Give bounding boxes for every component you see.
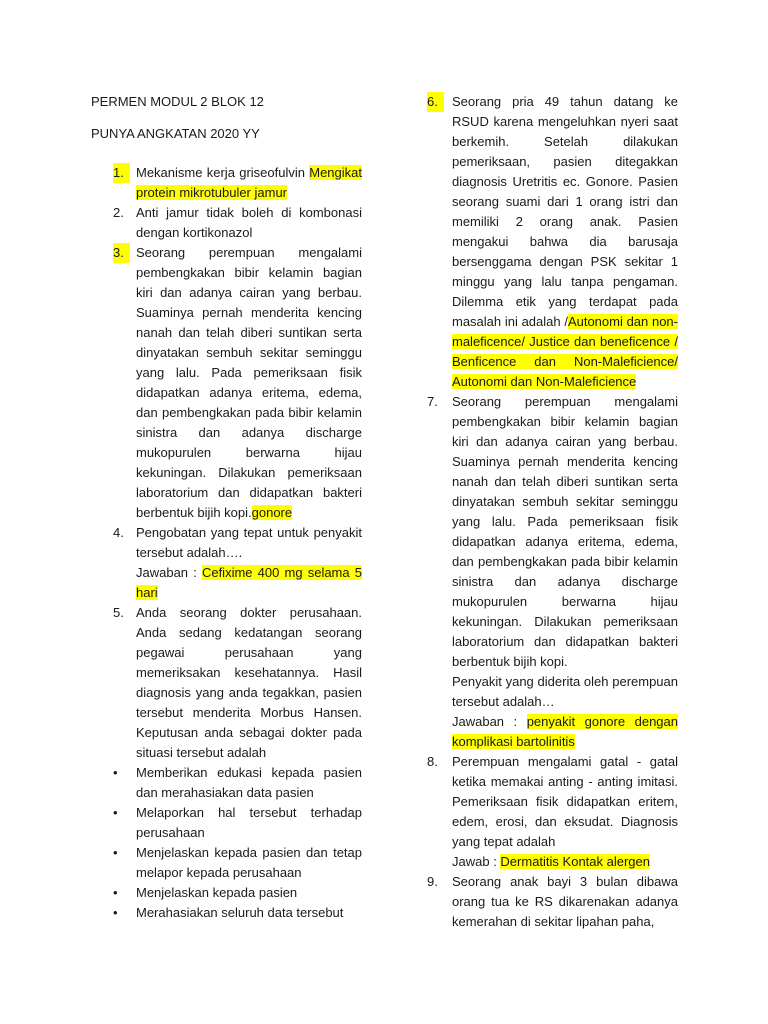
question-number: 4. xyxy=(113,525,124,540)
option-item xyxy=(91,883,362,903)
question-number: 8. xyxy=(427,754,438,769)
question-text: Pengobatan yang tepat untuk penyakit tersebut adalah…. xyxy=(136,525,362,560)
question-7 xyxy=(427,392,678,752)
answer-highlight: gonore xyxy=(251,505,293,520)
question-text: Seorang perempuan mengalami pembengkakan bibir kelamin bagian kiri dan adanya cairan yang berbau. Suaminya pernah menderita kencing nanah dan telah diberi suntikan serta dinyatakan sembuh sekitar seminggu yang lalu. Pada pemeriksaan fisik didapatkan adanya eritema, edema, dan pembengkakan pada bibir kelamin sinistra dan adanya discharge mukopurulen berwarna hijau kekuningan. Dilakukan pemeriksaan laboratorium dan didapatkan bakteri berbentuk bijih kopi. xyxy=(136,245,362,520)
question-prompt: Penyakit yang diderita oleh perempuan tersebut adalah… xyxy=(452,674,678,709)
answer-highlight: Cefixime 400 mg selama 5 hari xyxy=(136,565,362,600)
question-text: Anti jamur tidak boleh di kombonasi dengan kortikonazol xyxy=(136,205,362,240)
answer-label: Jawaban : xyxy=(452,714,527,729)
document-subtitle: PUNYA ANGKATAN 2020 YY xyxy=(91,126,260,141)
question-5 xyxy=(91,603,362,763)
question-text: Mekanisme kerja griseofulvin xyxy=(136,165,310,180)
question-text: Seorang perempuan mengalami pembengkakan bibir kelamin bagian kiri dan adanya cairan yang berbau. Suaminya pernah menderita kencing nanah dan telah diberi suntikan serta dinyatakan sembuh sekitar seminggu yang lalu. Pada pemeriksaan fisik didapatkan adanya eritema, edema, dan pembengkakan pada bibir kelamin sinistra dan adanya discharge mukopurulen berwarna hijau kekuningan. Dilakukan pemeriksaan laboratorium dan didapatkan bakteri berbentuk bijih kopi. xyxy=(452,394,678,669)
option-text: Melaporkan hal tersebut terhadap perusahaan xyxy=(136,805,362,840)
question-6 xyxy=(427,92,678,392)
bullet-icon: • xyxy=(113,905,118,920)
answer-highlight: Mengikat protein mikrotubuler jamur xyxy=(136,165,362,200)
bullet-icon: • xyxy=(113,765,118,780)
option-item xyxy=(91,843,362,883)
question-list-right xyxy=(427,92,678,932)
question-9 xyxy=(427,872,678,932)
question-2 xyxy=(91,203,362,243)
option-text: Menjelaskan kepada pasien xyxy=(136,885,298,900)
option-text: Merahasiakan seluruh data tersebut xyxy=(136,905,344,920)
answer-highlight: Dermatitis Kontak alergen xyxy=(500,854,650,869)
bullet-icon: • xyxy=(113,885,118,900)
option-item xyxy=(91,803,362,843)
option-text: Menjelaskan kepada pasien dan tetap melapor kepada perusahaan xyxy=(136,845,362,880)
document-title: PERMEN MODUL 2 BLOK 12 xyxy=(91,94,264,109)
option-item xyxy=(91,763,362,803)
question-number: 7. xyxy=(427,394,438,409)
question-8 xyxy=(427,752,678,872)
question-number: 3. xyxy=(113,243,130,263)
question-3 xyxy=(91,243,362,523)
question-number: 9. xyxy=(427,874,438,889)
question-text: Perempuan mengalami gatal - gatal ketika memakai anting - anting imitasi. Pemeriksaan fisik didapatkan eritem, edem, erosi, dan eksudat. Diagnosis yang tepat adalah xyxy=(452,754,678,849)
question-text: Seorang pria 49 tahun datang ke RSUD karena mengeluhkan nyeri saat berkemih. Setelah dilakukan pemeriksaan, pasien ditegakkan diagnosis Uretritis ec. Gonore. Pasien seorang suami dari 1 orang istri dan memiliki 2 orang anak. Pasien mengakui bahwa dia barusaja bersenggama dengan PSK sekitar 1 minggu yang lalu tanpa pengaman. Dilemma etik yang terdapat pada masalah ini adalah / xyxy=(452,94,678,329)
question-1 xyxy=(91,163,362,203)
bullet-icon: • xyxy=(113,845,118,860)
question-number: 6. xyxy=(427,92,444,112)
question-text: Seorang anak bayi 3 bulan dibawa orang tua ke RS dikarenakan adanya kemerahan di sekitar lipahan paha, xyxy=(452,874,678,929)
bullet-icon: • xyxy=(113,805,118,820)
answer-highlight: penyakit gonore dengan komplikasi bartolinitis xyxy=(452,714,678,749)
answer-highlight: Autonomi dan non-maleficence/ Justice dan beneficence / Benficence dan Non-Maleficience/ Autonomi dan Non-Maleficience xyxy=(452,314,678,389)
right-column xyxy=(427,92,678,932)
question-text: Anda seorang dokter perusahaan. Anda sedang kedatangan seorang pegawai perusahaan yang memeriksakan kesehatannya. Hasil diagnosis yang anda tegakkan, pasien tersebut menderita Morbus Hansen. Keputusan anda sebagai dokter pada situasi tersebut adalah xyxy=(136,605,362,760)
option-item xyxy=(91,903,362,923)
question-list-left xyxy=(91,163,362,763)
answer-label: Jawab : xyxy=(452,854,501,869)
question-4 xyxy=(91,523,362,603)
question-number: 1. xyxy=(113,163,130,183)
question-number: 5. xyxy=(113,605,124,620)
left-column xyxy=(91,92,362,923)
answer-label: Jawaban : xyxy=(136,565,202,580)
answer-options xyxy=(91,763,362,923)
question-number: 2. xyxy=(113,205,124,220)
option-text: Memberikan edukasi kepada pasien dan merahasiakan data pasien xyxy=(136,765,362,800)
